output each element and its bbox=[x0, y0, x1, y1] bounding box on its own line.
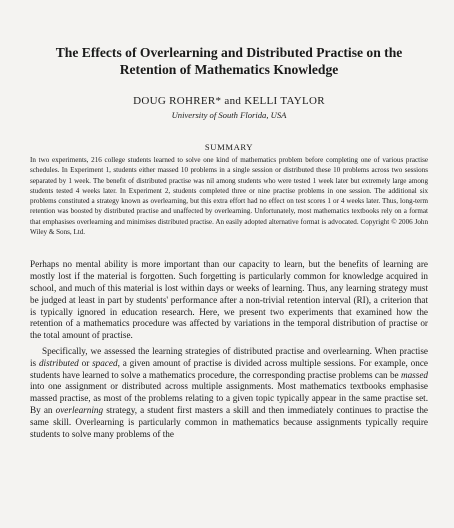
summary-heading: SUMMARY bbox=[204, 142, 254, 152]
paragraph-2-text: , a given amount of practise is divided across multiple sessions. For example, once students have learned to solve a mathematics procedure, the corresponding practise problems can be bbox=[30, 357, 428, 380]
term-spaced: spaced bbox=[92, 357, 118, 368]
paragraph-2-text: or bbox=[78, 357, 93, 368]
paragraph-2-text: into one assignment or distributed across multiple assignments. Most mathematics textbooks emphasise massed practise, as most of the problems relating to a given topic typically appear in the same practise set. By an bbox=[30, 381, 428, 415]
term-distributed: distributed bbox=[38, 357, 79, 368]
paper-title: The Effects of Overlearning and Distributed Practise on the Retention of Mathematics Knowledge bbox=[55, 45, 403, 77]
summary-abstract: In two experiments, 216 college students learned to solve one kind of mathematics problem before completing one of various practise schedules. In Experiment 1, students either massed 10 problems in a single session or distributed these 10 problems across two sessions separated by 1 week. The benefit of distributed practise was nil among students who were tested 1 week later but extremely large among students tested 4 weeks later. In Experiment 2, students completed three or nine practise problems in one session. The additional six problems constituted a strategy known as overlearning, but this extra effort had no effect on test scores 1 or 4 weeks later. Thus, long-term retention was boosted by distributed practise and unaffected by overlearning. Unfortunately, most mathematics textbooks rely on a format that emphasises overlearning and minimises distributed practise. An easily adopted alternative format is advocated. Copyright © 2006 John Wiley & Sons, Ltd. bbox=[30, 156, 428, 237]
body-paragraph-2 bbox=[30, 346, 428, 440]
term-overlearning: overlearning bbox=[55, 404, 104, 415]
paragraph-2-text: strategy, a student first masters a skill and then immediately continues to practise the same skill. Overlearning is particularly common in mathematics because assignments typically require students to solve many problems of the bbox=[30, 404, 428, 439]
paragraph-2-text: Specifically, we assessed the learning strategies of distributed practise and overlearning. When practise is bbox=[30, 345, 428, 368]
paper-authors: DOUG ROHRER* and KELLI TAYLOR bbox=[133, 95, 325, 107]
author-affiliation: University of South Florida, USA bbox=[171, 110, 287, 120]
body-paragraph-1: Perhaps no mental ability is more important than our capacity to learn, but the benefits of learning are mostly lost if the material is forgotten. Such forgetting is particularly common for knowledge acquired in school, and much of this material is lost within days or weeks of learning. Thus, any learning strategy must be judged at least in part by students' performance after a non-trivial retention interval (RI), a criterion that is typically ignored in education research. Here, we present two experiments that examined how the retention of a mathematics procedure was affected by variations in the temporal distribution of practise or the total amount of practise. bbox=[30, 259, 428, 341]
term-massed: massed bbox=[400, 369, 428, 380]
